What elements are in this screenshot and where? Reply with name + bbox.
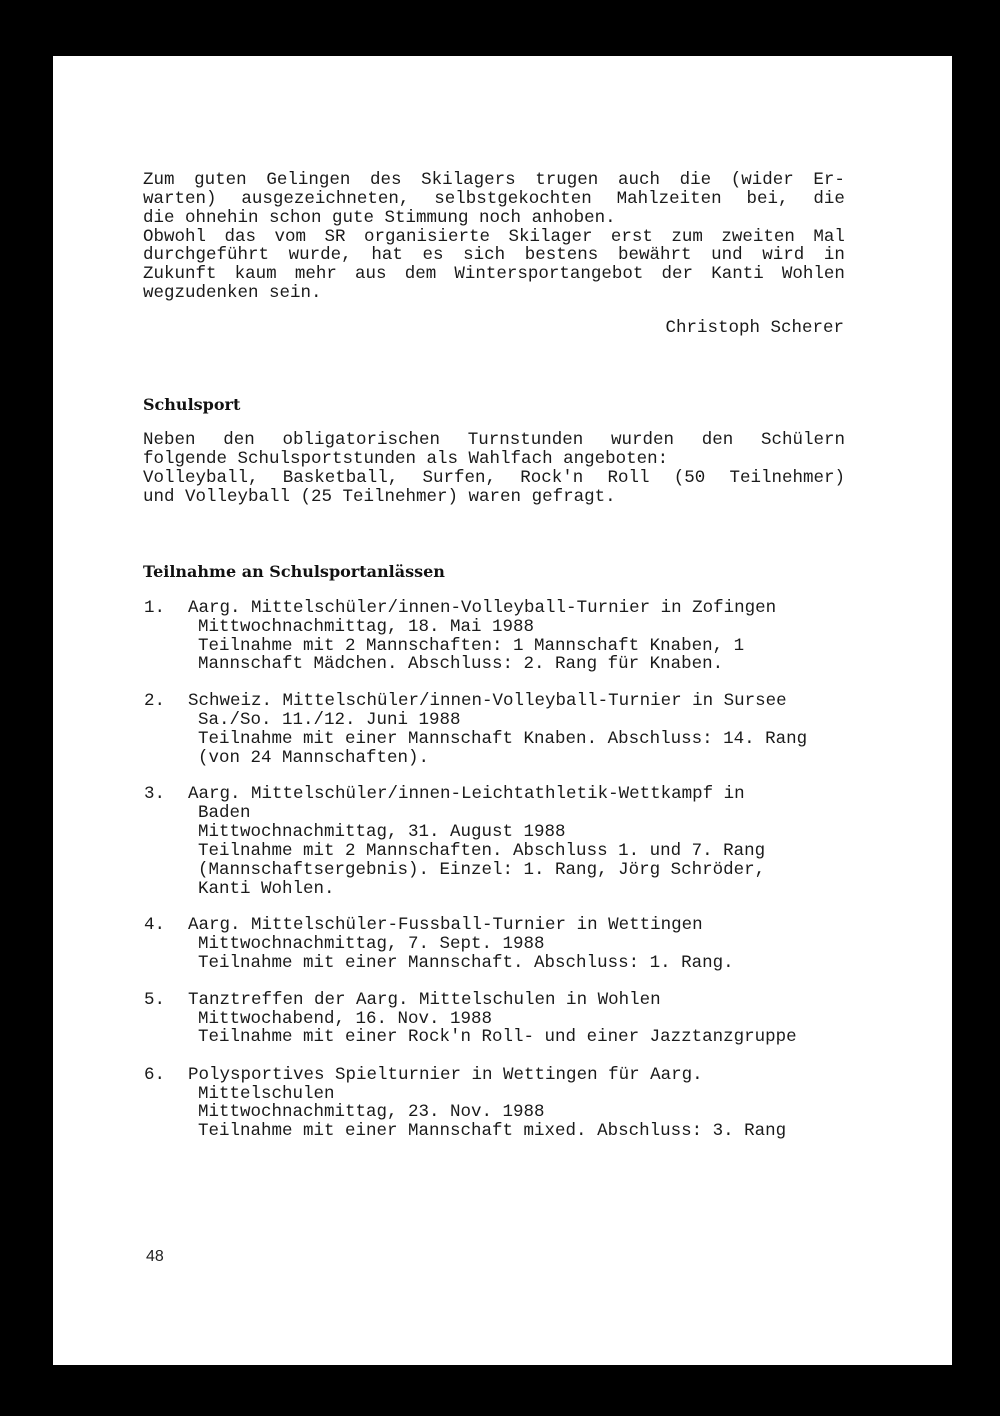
word: ausgezeichneten, (241, 189, 410, 209)
word: obligatorischen (282, 430, 440, 450)
word: mehr (294, 264, 337, 284)
item-detail: Mittwochnachmittag, 18. Mai 1988 (198, 617, 535, 637)
item-title: Aarg. Mittelschüler/innen-Volleyball-Turnier in Zofingen (188, 598, 777, 618)
word: bei, (746, 189, 789, 209)
schulsport-line (143, 469, 845, 488)
item-number: 3. (144, 784, 166, 804)
item-detail: Sa./So. 11./12. Juni 1988 (198, 710, 461, 730)
word: aus (355, 264, 387, 284)
item-detail: Kanti Wohlen. (198, 879, 335, 899)
word: organisierte (363, 227, 490, 247)
word: erst (610, 227, 653, 247)
word: wurden (610, 430, 674, 450)
schulsport-line: und Volleyball (25 Teilnehmer) waren gefragt. (143, 487, 616, 507)
intro-line (143, 246, 845, 265)
item-number: 2. (144, 691, 166, 711)
word: Zukunft (143, 264, 217, 284)
item-detail: Mittwochnachmittag, 7. Sept. 1988 (198, 934, 545, 954)
item-detail: Mittwochnachmittag, 23. Nov. 1988 (198, 1102, 545, 1122)
word: warten) (143, 189, 217, 209)
intro-line: die ohnehin schon gute Stimmung noch anhoben. (143, 208, 616, 228)
word: Skilagers (421, 170, 516, 190)
word: den (223, 430, 255, 450)
intro-line (143, 190, 845, 209)
word: Roll (607, 468, 650, 488)
word: (50 (673, 468, 706, 488)
word: Schülern (760, 430, 845, 450)
word: Zum (143, 170, 175, 190)
item-title: Tanztreffen der Aarg. Mittelschulen in Wohlen (188, 990, 661, 1010)
item-detail: Teilnahme mit 2 Mannschaften. Abschluss 1. und 7. Rang (198, 841, 766, 861)
word: Mahlzeiten (616, 189, 722, 209)
intro-line (143, 265, 845, 284)
item-detail: Mannschaft Mädchen. Abschluss: 2. Rang für Knaben. (198, 654, 724, 674)
word: auch (617, 170, 660, 190)
word: Er- (813, 170, 845, 190)
word: Volleyball, (143, 468, 259, 488)
word: selbstgekochten (434, 189, 592, 209)
item-title: Polysportives Spielturnier in Wettingen für Aarg. (188, 1065, 703, 1085)
word: des (369, 170, 402, 190)
section-heading-teilnahme: Teilnahme an Schulsportanlässen (143, 562, 445, 581)
word: Skilager (508, 227, 593, 247)
word: die (679, 170, 712, 190)
item-detail: Mittwochabend, 16. Nov. 1988 (198, 1009, 493, 1029)
item-detail: (Mannschaftsergebnis). Einzel: 1. Rang, Jörg Schröder, (198, 860, 766, 880)
word: wird (762, 245, 805, 265)
word: Gelingen (266, 170, 351, 190)
word: es (422, 245, 444, 265)
intro-line (143, 171, 845, 190)
word: der (661, 264, 694, 284)
word: Turnstunden (467, 430, 584, 450)
item-detail: (von 24 Mannschaften). (198, 748, 430, 768)
item-detail: Teilnahme mit einer Mannschaft mixed. Abschluss: 3. Rang (198, 1121, 787, 1141)
item-number: 6. (144, 1065, 166, 1085)
word: das (224, 227, 256, 247)
word: Kanti (711, 264, 764, 284)
item-title: Aarg. Mittelschüler/innen-Leichtathletik-Wettkampf in (188, 784, 745, 804)
page-number: 48 (146, 1248, 164, 1265)
word: Wintersportangebot (454, 264, 644, 284)
word: Wohlen (781, 264, 845, 284)
word: guten (194, 170, 247, 190)
section-heading-schulsport: Schulsport (143, 395, 241, 414)
word: kaum (234, 264, 277, 284)
word: Neben (143, 430, 196, 450)
item-detail: Mittelschulen (198, 1084, 335, 1104)
word: bewährt (617, 245, 692, 265)
item-detail: Baden (198, 803, 251, 823)
word: Rock'n (520, 468, 584, 488)
item-number: 4. (144, 915, 166, 935)
item-title: Aarg. Mittelschüler-Fussball-Turnier in Wettingen (188, 915, 703, 935)
schulsport-line: folgende Schulsportstunden als Wahlfach angeboten: (143, 449, 669, 469)
word: Surfen, (422, 468, 497, 488)
word: zweiten (721, 227, 795, 247)
word: und (711, 245, 743, 265)
author-signature: Christoph Scherer (665, 318, 844, 338)
word: trugen (535, 170, 599, 190)
word: Teilnehmer) (729, 468, 845, 488)
word: vom (274, 227, 306, 247)
word: Basketball, (282, 468, 399, 488)
word: zum (671, 227, 703, 247)
word: bestens (524, 245, 599, 265)
item-detail: Teilnahme mit einer Mannschaft. Abschluss: 1. Rang. (198, 953, 734, 973)
word: hat (371, 245, 403, 265)
item-number: 1. (144, 598, 166, 618)
schulsport-line (143, 431, 845, 450)
word: in (823, 245, 845, 265)
word: sich (463, 245, 506, 265)
word: (wider (730, 170, 794, 190)
item-number: 5. (144, 990, 166, 1010)
word: durchgeführt (143, 245, 270, 265)
item-detail: Teilnahme mit 2 Mannschaften: 1 Mannschaft Knaben, 1 (198, 636, 745, 656)
word: dem (404, 264, 437, 284)
word: Obwohl (143, 227, 207, 247)
document-page (53, 56, 952, 1365)
word: wurde, (288, 245, 352, 265)
intro-line: wegzudenken sein. (143, 283, 322, 303)
item-title: Schweiz. Mittelschüler/innen-Volleyball-Turnier in Sursee (188, 691, 787, 711)
word: Mal (813, 227, 845, 247)
item-detail: Teilnahme mit einer Rock'n Roll- und einer Jazztanzgruppe (198, 1027, 797, 1047)
item-detail: Teilnahme mit einer Mannschaft Knaben. Abschluss: 14. Rang (198, 729, 808, 749)
word: den (701, 430, 734, 450)
item-detail: Mittwochnachmittag, 31. August 1988 (198, 822, 566, 842)
word: SR (324, 227, 346, 247)
word: die (813, 189, 845, 209)
